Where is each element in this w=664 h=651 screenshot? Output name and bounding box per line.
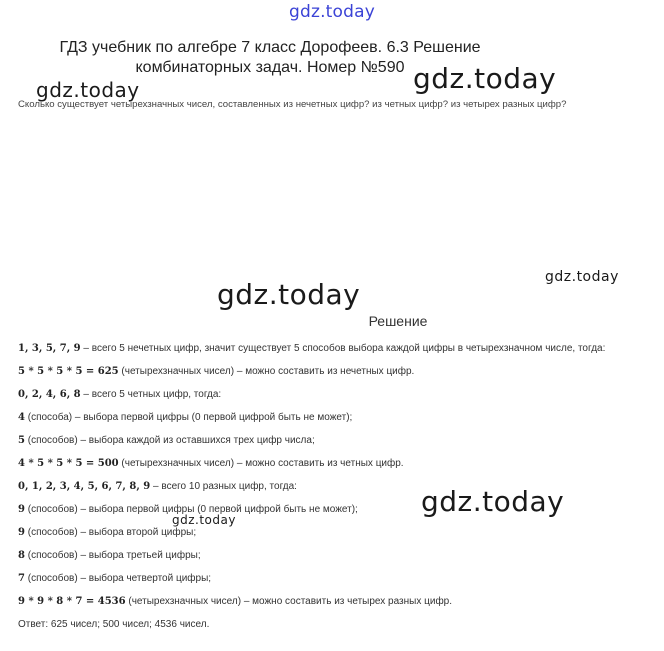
solution-text: – всего 5 четных цифр, тогда: bbox=[80, 389, 222, 400]
watermark-lower-large: gdz.today bbox=[421, 485, 565, 518]
solution-text: – всего 10 разных цифр, тогда: bbox=[150, 481, 297, 492]
question-text: Сколько существует четырехзначных чисел, составленных из нечетных цифр? из четных цифр? из четырех разных цифр? bbox=[18, 99, 567, 110]
watermark-top: gdz.today bbox=[288, 2, 376, 22]
solution-line bbox=[18, 366, 414, 377]
solution-math: 4 bbox=[18, 412, 25, 423]
solution-text: (способа) – выбора первой цифры (0 первой цифрой быть не может); bbox=[24, 412, 353, 423]
solution-text: (четырехзначных чисел) – можно составить из четных цифр. bbox=[118, 458, 404, 469]
solution-line bbox=[18, 412, 352, 423]
solution-line bbox=[18, 343, 605, 354]
solution-line bbox=[18, 481, 297, 492]
solution-line bbox=[18, 527, 196, 538]
solution-math: 5 * 5 * 5 * 5 = 625 bbox=[18, 366, 119, 377]
solution-text: (четырехзначных чисел) – можно составить из четырех разных цифр. bbox=[125, 596, 453, 607]
solution-line bbox=[18, 389, 221, 400]
solution-math: 7 bbox=[18, 573, 25, 584]
solution-text: (способов) – выбора четвертой цифры; bbox=[24, 573, 212, 584]
page-title: ГДЗ учебник по алгебре 7 класс Дорофеев. 6.3 Решение комбинаторных задач. Номер №590 bbox=[59, 39, 481, 76]
watermark-title-right: gdz.today bbox=[413, 62, 557, 95]
solution-math: 0, 2, 4, 6, 8 bbox=[18, 389, 81, 400]
solution-math: 0, 1, 2, 3, 4, 5, 6, 7, 8, 9 bbox=[18, 481, 151, 492]
solution-math: 5 bbox=[18, 435, 25, 446]
watermark-mid-small: gdz.today bbox=[545, 269, 619, 285]
solution-line bbox=[18, 435, 315, 446]
solution-heading: Решение bbox=[368, 313, 428, 329]
solution-math: 9 bbox=[18, 527, 25, 538]
solution-text: (способов) – выбора третьей цифры; bbox=[24, 550, 201, 561]
solution-text: (способов) – выбора каждой из оставшихся трех цифр числа; bbox=[24, 435, 315, 446]
solution-math: 9 bbox=[18, 504, 25, 515]
solution-math: 8 bbox=[18, 550, 25, 561]
solution-line bbox=[18, 550, 201, 561]
solution-math: 4 * 5 * 5 * 5 = 500 bbox=[18, 458, 119, 469]
solution-line bbox=[18, 619, 209, 630]
watermark-lower-small: gdz.today bbox=[172, 513, 236, 527]
solution-text: (способов) – выбора второй цифры; bbox=[24, 527, 197, 538]
solution-line bbox=[18, 458, 404, 469]
solution-math: 1, 3, 5, 7, 9 bbox=[18, 343, 81, 354]
solution-text: – всего 5 нечетных цифр, значит существует 5 способов выбора каждой цифры в четырехзначном числе, тогда: bbox=[80, 343, 606, 354]
watermark-left: gdz.today bbox=[36, 78, 140, 102]
solution-line bbox=[18, 596, 452, 607]
solution-text: (способов) – выбора первой цифры (0 первой цифрой быть не может); bbox=[24, 504, 358, 515]
solution-text: Ответ: 625 чисел; 500 чисел; 4536 чисел. bbox=[18, 619, 210, 630]
solution-line bbox=[18, 573, 211, 584]
solution-text: (четырехзначных чисел) – можно составить из нечетных цифр. bbox=[118, 366, 415, 377]
solution-math: 9 * 9 * 8 * 7 = 4536 bbox=[18, 596, 126, 607]
watermark-mid-large: gdz.today bbox=[217, 278, 361, 311]
